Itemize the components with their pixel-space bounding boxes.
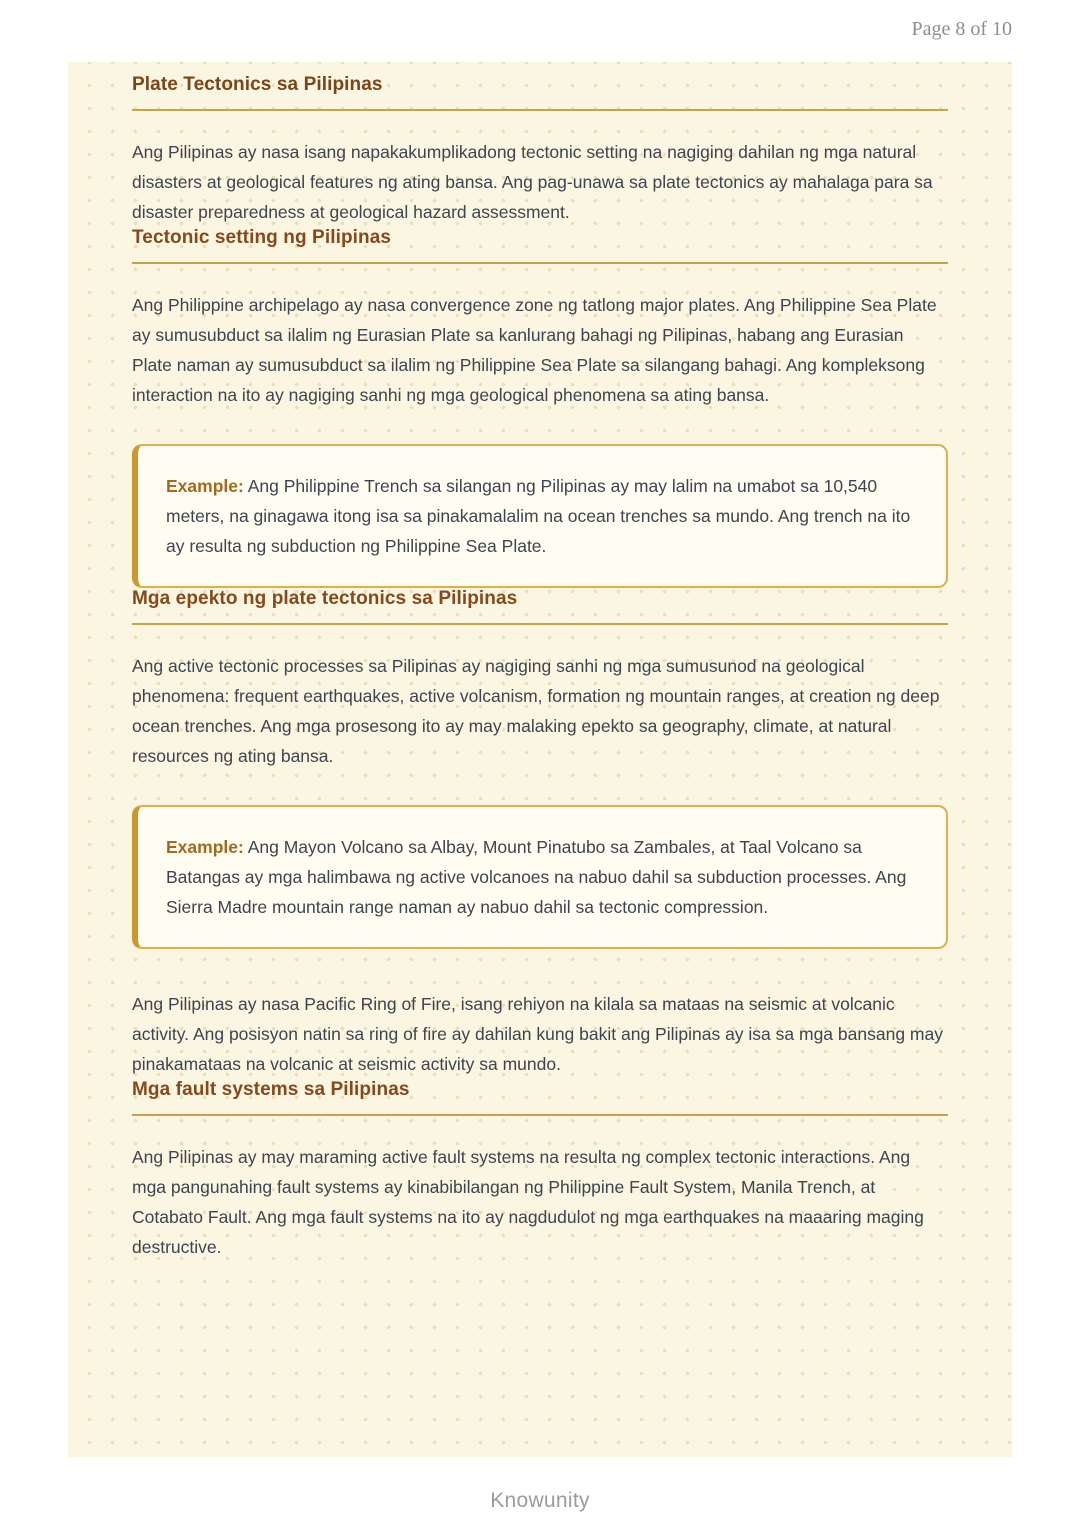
example-text: Ang Mayon Volcano sa Albay, Mount Pinatubo sa Zambales, at Taal Volcano sa Batangas ay mga halimbawa ng active volcanoes na nabuo dahil sa subduction processes. Ang Sierra Madre mountain range naman ay nabuo dahil sa tectonic compression.: [166, 837, 907, 917]
section-paragraph: Ang Pilipinas ay may maraming active fault systems na resulta ng complex tectonic interactions. Ang mga pangunahing fault systems ay kinabibilangan ng Philippine Fault System, Manila Trench, at Cotabato Fault. Ang mga fault systems na ito ay nagdudulot ng mga earthquakes na maaaring maging destructive.: [132, 1147, 924, 1257]
section-paragraph: Ang active tectonic processes sa Pilipinas ay nagiging sanhi ng mga sumusunod na geological phenomena: frequent earthquakes, active volcanism, formation ng mountain ranges, at creation ng deep ocean trenches. Ang mga prosesong ito ay may malaking epekto sa geography, climate, at natural resources ng ating bansa.: [132, 656, 940, 766]
section-paragraph: Ang Philippine archipelago ay nasa convergence zone ng tatlong major plates. Ang Philippine Sea Plate ay sumusubduct sa ilalim ng Eurasian Plate sa kanlurang bahagi ng Pilipinas, habang ang Eurasian Plate naman ay sumusubduct sa ilalim ng Philippine Sea Plate sa silangang bahagi. Ang kompleksong interaction na ito ay nagiging sanhi ng mga geological phenomena sa ating bansa.: [132, 295, 937, 405]
document-page: [68, 62, 1012, 1457]
intro-paragraph: Ang Pilipinas ay nasa isang napakakumplikadong tectonic setting na nagiging dahilan ng mga natural disasters at geological features ng ating bansa. Ang pag-unawa sa plate tectonics ay mahalaga para sa disaster preparedness at geological hazard assessment.: [132, 142, 933, 222]
document-title: Plate Tectonics sa Pilipinas: [132, 74, 948, 111]
brand-watermark: Knowunity: [490, 1489, 590, 1512]
section-heading-fault-systems: Mga fault systems sa Pilipinas: [132, 1079, 948, 1116]
ring-of-fire-paragraph: Ang Pilipinas ay nasa Pacific Ring of Fire, isang rehiyon na kilala sa mataas na seismic at volcanic activity. Ang posisyon natin sa ring of fire ay dahilan kung bakit ang Pilipinas ay isa sa mga bansang may pinakamataas na volcanic at seismic activity sa mundo.: [132, 994, 943, 1074]
example-label: Example:: [166, 837, 244, 857]
example-callout: [132, 444, 948, 588]
example-paragraph: [166, 471, 918, 561]
example-paragraph: [166, 832, 918, 922]
example-text: Ang Philippine Trench sa silangan ng Pilipinas ay may lalim na umabot sa 10,540 meters, na ginagawa itong isa sa pinakamalalim na ocean trenches sa mundo. Ang trench na ito ay resulta ng subduction ng Philippine Sea Plate.: [166, 476, 911, 556]
example-callout: [132, 805, 948, 949]
section-heading-epekto: Mga epekto ng plate tectonics sa Pilipinas: [132, 588, 948, 625]
section-heading-tectonic-setting: Tectonic setting ng Pilipinas: [132, 227, 948, 264]
example-label: Example:: [166, 476, 244, 496]
page-indicator: Page 8 of 10: [911, 18, 1012, 40]
page-footer: [0, 1489, 1080, 1513]
